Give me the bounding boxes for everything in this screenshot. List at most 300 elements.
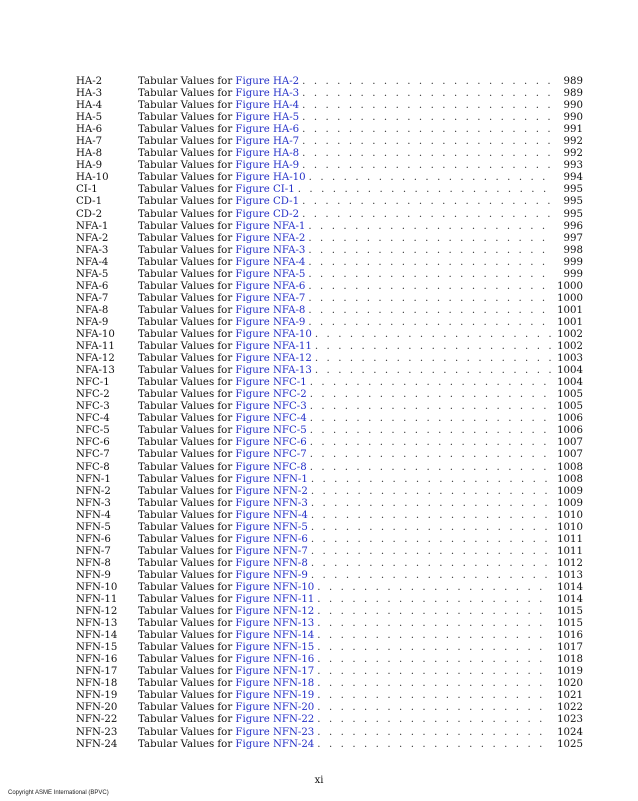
page-ref[interactable]: 1017 bbox=[557, 642, 583, 654]
toc-row bbox=[76, 666, 583, 678]
toc-row bbox=[76, 690, 583, 702]
dot-leader bbox=[310, 437, 551, 449]
figure-link[interactable] bbox=[235, 522, 307, 533]
entry-prefix: Tabular Values for bbox=[138, 172, 236, 184]
figure-code: NFN-18 bbox=[76, 678, 118, 690]
figure-link[interactable] bbox=[235, 389, 306, 400]
figure-link[interactable] bbox=[235, 727, 314, 738]
figure-ref: NFC-5 bbox=[272, 425, 307, 437]
dot-leader bbox=[317, 594, 551, 606]
figure-link[interactable] bbox=[235, 160, 299, 171]
entry-prefix: Tabular Values for bbox=[138, 304, 236, 316]
figure-word: Figure bbox=[235, 377, 270, 389]
page-ref[interactable]: 1003 bbox=[557, 353, 583, 365]
page-ref[interactable]: 989 bbox=[563, 76, 583, 87]
entry-prefix: Tabular Values for bbox=[138, 726, 236, 738]
page-ref[interactable]: 1002 bbox=[557, 328, 583, 340]
page-ref[interactable]: 1005 bbox=[557, 401, 583, 413]
figure-link[interactable] bbox=[235, 702, 314, 713]
dot-leader bbox=[317, 702, 551, 714]
entry-prefix: Tabular Values for bbox=[138, 425, 236, 437]
figure-code: NFA-4 bbox=[76, 256, 109, 268]
dot-leader bbox=[308, 269, 551, 281]
figure-ref: NFN-14 bbox=[272, 630, 315, 642]
figure-link[interactable] bbox=[235, 474, 307, 485]
figure-link[interactable] bbox=[235, 172, 305, 183]
figure-link[interactable] bbox=[235, 196, 299, 207]
dot-leader bbox=[311, 570, 551, 582]
figure-ref: NFC-7 bbox=[272, 449, 307, 461]
figure-link[interactable] bbox=[235, 606, 314, 617]
figure-ref: HA-7 bbox=[272, 136, 300, 148]
dot-leader bbox=[317, 714, 551, 726]
figure-code: NFN-9 bbox=[76, 569, 111, 581]
page-ref[interactable]: 995 bbox=[563, 208, 583, 220]
toc-row bbox=[76, 353, 583, 365]
figure-word: Figure bbox=[235, 642, 270, 654]
toc-entry-title bbox=[138, 257, 305, 269]
figure-code: CD-2 bbox=[76, 208, 103, 220]
figure-link[interactable] bbox=[235, 678, 314, 689]
figure-link[interactable] bbox=[235, 365, 311, 376]
figure-link[interactable] bbox=[235, 281, 305, 292]
page-ref[interactable]: 995 bbox=[563, 184, 583, 196]
figure-link[interactable] bbox=[235, 209, 299, 220]
dot-leader bbox=[315, 365, 551, 377]
figure-word: Figure bbox=[235, 509, 270, 521]
figure-word: Figure bbox=[235, 184, 270, 196]
page-ref[interactable]: 999 bbox=[563, 256, 583, 268]
figure-link[interactable] bbox=[235, 76, 299, 87]
page-ref[interactable]: 1023 bbox=[557, 714, 583, 726]
entry-prefix: Tabular Values for bbox=[138, 473, 236, 485]
toc-entry-title bbox=[138, 341, 312, 353]
page-ref[interactable]: 1004 bbox=[557, 377, 583, 389]
figure-link[interactable] bbox=[235, 245, 305, 256]
entry-prefix: Tabular Values for bbox=[138, 88, 236, 100]
toc-row bbox=[76, 570, 583, 582]
page-ref[interactable]: 992 bbox=[563, 148, 583, 160]
figure-word: Figure bbox=[235, 196, 270, 208]
toc-entry-title bbox=[138, 221, 305, 233]
toc-entry-title bbox=[138, 112, 299, 124]
toc-entry-title bbox=[138, 293, 305, 305]
figure-link[interactable] bbox=[235, 221, 305, 232]
entry-prefix: Tabular Values for bbox=[138, 521, 236, 533]
figure-ref: NFA-5 bbox=[272, 268, 306, 280]
figure-word: Figure bbox=[235, 413, 270, 425]
figure-code: NFC-3 bbox=[76, 401, 110, 413]
figure-ref: NFN-11 bbox=[272, 594, 315, 606]
toc-row bbox=[76, 329, 583, 341]
page-ref[interactable]: 1009 bbox=[557, 497, 583, 509]
page-ref[interactable]: 989 bbox=[563, 88, 583, 100]
figure-ref: NFN-24 bbox=[272, 738, 315, 750]
figure-word: Figure bbox=[235, 328, 270, 340]
toc-entry-title bbox=[138, 401, 307, 413]
figure-code: NFN-22 bbox=[76, 714, 118, 726]
figure-link[interactable] bbox=[235, 558, 307, 569]
figure-ref: HA-5 bbox=[272, 112, 300, 124]
toc-row bbox=[76, 317, 583, 329]
page-ref[interactable]: 995 bbox=[563, 196, 583, 208]
figure-link[interactable] bbox=[235, 233, 305, 244]
figure-link[interactable] bbox=[235, 353, 311, 364]
toc-entry-title bbox=[138, 88, 299, 100]
page-ref[interactable]: 1015 bbox=[557, 606, 583, 618]
figure-link[interactable] bbox=[235, 570, 307, 581]
toc-row bbox=[76, 269, 583, 281]
entry-prefix: Tabular Values for bbox=[138, 353, 236, 365]
figure-link[interactable] bbox=[235, 413, 306, 424]
figure-code: HA-9 bbox=[76, 160, 103, 172]
figure-word: Figure bbox=[235, 630, 270, 642]
entry-prefix: Tabular Values for bbox=[138, 738, 236, 750]
entry-prefix: Tabular Values for bbox=[138, 100, 236, 112]
figure-link[interactable] bbox=[235, 486, 307, 497]
figure-code: NFN-8 bbox=[76, 557, 111, 569]
figure-link[interactable] bbox=[235, 269, 305, 280]
page-ref[interactable]: 993 bbox=[563, 160, 583, 172]
figure-ref: NFN-10 bbox=[272, 581, 315, 593]
page-ref[interactable]: 1018 bbox=[557, 654, 583, 666]
copyright-notice: Copyright ASME International (BPVC) bbox=[8, 790, 109, 796]
entry-prefix: Tabular Values for bbox=[138, 714, 236, 726]
figure-link[interactable] bbox=[235, 690, 314, 701]
figure-link[interactable] bbox=[235, 305, 305, 316]
page-ref[interactable]: 994 bbox=[563, 172, 583, 184]
toc-entry-title bbox=[138, 100, 299, 112]
page-ref[interactable]: 1011 bbox=[557, 545, 583, 557]
toc-entry-title bbox=[138, 305, 305, 317]
page-ref[interactable]: 998 bbox=[563, 244, 583, 256]
dot-leader bbox=[302, 136, 551, 148]
dot-leader bbox=[302, 112, 551, 124]
entry-prefix: Tabular Values for bbox=[138, 630, 236, 642]
page-ref[interactable]: 997 bbox=[563, 232, 583, 244]
figure-link[interactable] bbox=[235, 257, 305, 268]
figure-link[interactable] bbox=[235, 594, 314, 605]
page-ref[interactable]: 1015 bbox=[557, 618, 583, 630]
page-ref[interactable]: 990 bbox=[563, 100, 583, 112]
figure-code: NFA-1 bbox=[76, 220, 109, 232]
figure-code: NFA-12 bbox=[76, 353, 115, 365]
toc-entry-title bbox=[138, 281, 305, 293]
page-ref[interactable]: 1009 bbox=[557, 485, 583, 497]
figure-ref: NFN-4 bbox=[272, 509, 308, 521]
figure-link[interactable] bbox=[235, 317, 305, 328]
toc-entry-title bbox=[138, 377, 307, 389]
figure-link[interactable] bbox=[235, 546, 307, 557]
entry-prefix: Tabular Values for bbox=[138, 365, 236, 377]
page-ref[interactable]: 1019 bbox=[557, 666, 583, 678]
page-ref[interactable]: 1008 bbox=[557, 461, 583, 473]
entry-prefix: Tabular Values for bbox=[138, 485, 236, 497]
figure-link[interactable] bbox=[235, 124, 299, 135]
figure-ref: HA-3 bbox=[272, 88, 300, 100]
figure-link[interactable] bbox=[235, 148, 299, 159]
page-ref[interactable]: 1000 bbox=[557, 280, 583, 292]
toc-row bbox=[76, 209, 583, 221]
figure-word: Figure bbox=[235, 545, 270, 557]
entry-prefix: Tabular Values for bbox=[138, 256, 236, 268]
toc-entry-title bbox=[138, 522, 308, 534]
toc-row bbox=[76, 534, 583, 546]
dot-leader bbox=[311, 498, 551, 510]
page-ref[interactable]: 1007 bbox=[557, 449, 583, 461]
figure-word: Figure bbox=[235, 533, 270, 545]
entry-prefix: Tabular Values for bbox=[138, 268, 236, 280]
page-ref[interactable]: 990 bbox=[563, 112, 583, 124]
figure-ref: HA-2 bbox=[272, 76, 300, 87]
figure-link[interactable] bbox=[235, 341, 311, 352]
figure-code: NFN-6 bbox=[76, 533, 111, 545]
page-ref[interactable]: 1011 bbox=[557, 533, 583, 545]
page-ref[interactable]: 1000 bbox=[557, 292, 583, 304]
figure-word: Figure bbox=[235, 148, 270, 160]
figure-link[interactable] bbox=[235, 100, 299, 111]
figure-link[interactable] bbox=[235, 401, 306, 412]
figure-word: Figure bbox=[235, 666, 270, 678]
figure-link[interactable] bbox=[235, 618, 314, 629]
figure-link[interactable] bbox=[235, 437, 306, 448]
figure-code: NFA-13 bbox=[76, 365, 115, 377]
figure-word: Figure bbox=[235, 557, 270, 569]
page-ref[interactable]: 1013 bbox=[557, 569, 583, 581]
figure-ref: NFC-2 bbox=[272, 389, 307, 401]
dot-leader bbox=[308, 245, 551, 257]
page-ref[interactable]: 992 bbox=[563, 136, 583, 148]
figure-word: Figure bbox=[235, 654, 270, 666]
page-ref[interactable]: 1006 bbox=[557, 425, 583, 437]
toc-row bbox=[76, 474, 583, 486]
page-ref[interactable]: 991 bbox=[563, 124, 583, 136]
toc-row bbox=[76, 462, 583, 474]
dot-leader bbox=[315, 353, 551, 365]
figure-code: NFA-2 bbox=[76, 232, 109, 244]
toc-entry-title bbox=[138, 365, 312, 377]
page-ref[interactable]: 1001 bbox=[557, 316, 583, 328]
figure-ref: NFC-4 bbox=[272, 413, 307, 425]
figure-link[interactable] bbox=[235, 498, 307, 509]
figure-ref: HA-8 bbox=[272, 148, 300, 160]
dot-leader bbox=[310, 377, 551, 389]
page-ref[interactable]: 999 bbox=[563, 268, 583, 280]
figure-link[interactable] bbox=[235, 534, 307, 545]
figure-link[interactable] bbox=[235, 184, 294, 195]
toc-row bbox=[76, 425, 583, 437]
toc-row bbox=[76, 510, 583, 522]
figure-word: Figure bbox=[235, 232, 270, 244]
page-ref[interactable]: 1024 bbox=[557, 726, 583, 738]
toc-entry-title bbox=[138, 148, 299, 160]
dot-leader bbox=[310, 401, 551, 413]
entry-prefix: Tabular Values for bbox=[138, 594, 236, 606]
toc-entry-title bbox=[138, 618, 314, 630]
page-ref[interactable]: 1014 bbox=[557, 581, 583, 593]
figure-link[interactable] bbox=[235, 582, 314, 593]
figure-link[interactable] bbox=[235, 630, 314, 641]
figure-word: Figure bbox=[235, 702, 270, 714]
figure-code: HA-2 bbox=[76, 76, 103, 87]
dot-leader bbox=[298, 184, 551, 196]
figure-link[interactable] bbox=[235, 642, 314, 653]
entry-prefix: Tabular Values for bbox=[138, 124, 236, 136]
entry-prefix: Tabular Values for bbox=[138, 76, 236, 87]
dot-leader bbox=[315, 329, 551, 341]
figure-link[interactable] bbox=[235, 449, 306, 460]
figure-ref: NFN-8 bbox=[272, 557, 308, 569]
toc-entry-title bbox=[138, 76, 299, 88]
dot-leader bbox=[310, 462, 551, 474]
figure-word: Figure bbox=[235, 690, 270, 702]
figure-code: HA-4 bbox=[76, 100, 103, 112]
page-ref[interactable]: 1020 bbox=[557, 678, 583, 690]
page-ref[interactable]: 1004 bbox=[557, 365, 583, 377]
entry-prefix: Tabular Values for bbox=[138, 449, 236, 461]
dot-leader bbox=[308, 317, 551, 329]
toc-entry-title bbox=[138, 606, 314, 618]
toc-row bbox=[76, 582, 583, 594]
page-ref[interactable]: 1002 bbox=[557, 341, 583, 353]
entry-prefix: Tabular Values for bbox=[138, 341, 236, 353]
figure-link[interactable] bbox=[235, 510, 307, 521]
dot-leader bbox=[302, 100, 551, 112]
toc-entry-title bbox=[138, 209, 299, 221]
figure-word: Figure bbox=[235, 581, 270, 593]
dot-leader bbox=[302, 88, 551, 100]
figure-link[interactable] bbox=[235, 666, 314, 677]
dot-leader bbox=[317, 642, 551, 654]
page-ref[interactable]: 1014 bbox=[557, 594, 583, 606]
toc-entry-title bbox=[138, 437, 307, 449]
dot-leader bbox=[317, 630, 551, 642]
toc-entry-title bbox=[138, 702, 314, 714]
figure-code: HA-5 bbox=[76, 112, 103, 124]
figure-link[interactable] bbox=[235, 293, 305, 304]
dot-leader bbox=[311, 546, 551, 558]
figure-ref: NFC-3 bbox=[272, 401, 307, 413]
dot-leader bbox=[317, 606, 551, 618]
dot-leader bbox=[311, 486, 551, 498]
dot-leader bbox=[317, 582, 551, 594]
entry-prefix: Tabular Values for bbox=[138, 136, 236, 148]
figure-link[interactable] bbox=[235, 329, 311, 340]
entry-prefix: Tabular Values for bbox=[138, 533, 236, 545]
toc-row bbox=[76, 630, 583, 642]
figure-code: NFC-5 bbox=[76, 425, 110, 437]
toc-row bbox=[76, 389, 583, 401]
figure-code: NFN-17 bbox=[76, 666, 118, 678]
page-ref[interactable]: 1025 bbox=[557, 738, 583, 750]
figure-code: NFA-7 bbox=[76, 292, 109, 304]
toc-row bbox=[76, 184, 583, 196]
figure-code: NFN-19 bbox=[76, 690, 118, 702]
figure-code: CD-1 bbox=[76, 196, 103, 208]
page-ref[interactable]: 1007 bbox=[557, 437, 583, 449]
figure-link[interactable] bbox=[235, 112, 299, 123]
toc-row bbox=[76, 221, 583, 233]
figure-code: NFN-5 bbox=[76, 521, 111, 533]
entry-prefix: Tabular Values for bbox=[138, 642, 236, 654]
toc-row bbox=[76, 76, 583, 88]
toc-row bbox=[76, 739, 583, 751]
toc-row bbox=[76, 112, 583, 124]
figure-ref: CD-1 bbox=[272, 196, 300, 208]
figure-link[interactable] bbox=[235, 739, 314, 750]
toc-row bbox=[76, 377, 583, 389]
dot-leader bbox=[308, 257, 551, 269]
page-ref[interactable]: 1010 bbox=[557, 521, 583, 533]
figure-code: NFA-10 bbox=[76, 328, 115, 340]
toc-row bbox=[76, 281, 583, 293]
page-ref[interactable]: 1022 bbox=[557, 702, 583, 714]
toc-row bbox=[76, 136, 583, 148]
figure-word: Figure bbox=[235, 100, 270, 112]
entry-prefix: Tabular Values for bbox=[138, 244, 236, 256]
page-ref[interactable]: 1008 bbox=[557, 473, 583, 485]
figure-code: NFC-4 bbox=[76, 413, 110, 425]
page-ref[interactable]: 1010 bbox=[557, 509, 583, 521]
entry-prefix: Tabular Values for bbox=[138, 678, 236, 690]
figure-link[interactable] bbox=[235, 462, 306, 473]
figure-word: Figure bbox=[235, 172, 270, 184]
entry-prefix: Tabular Values for bbox=[138, 557, 236, 569]
figure-link[interactable] bbox=[235, 714, 314, 725]
figure-link[interactable] bbox=[235, 425, 306, 436]
figure-ref: NFN-3 bbox=[272, 497, 308, 509]
page-ref[interactable]: 1012 bbox=[557, 557, 583, 569]
figure-ref: NFA-11 bbox=[272, 341, 312, 353]
page-ref[interactable]: 1005 bbox=[557, 389, 583, 401]
page-ref[interactable]: 1006 bbox=[557, 413, 583, 425]
toc-row bbox=[76, 172, 583, 184]
dot-leader bbox=[311, 522, 551, 534]
entry-prefix: Tabular Values for bbox=[138, 401, 236, 413]
dot-leader bbox=[309, 172, 551, 184]
toc-entry-title bbox=[138, 196, 299, 208]
page-ref[interactable]: 1021 bbox=[557, 690, 583, 702]
toc-entry-title bbox=[138, 654, 314, 666]
figure-link[interactable] bbox=[235, 377, 306, 388]
dot-leader bbox=[317, 618, 551, 630]
toc-entry-title bbox=[138, 486, 308, 498]
figure-link[interactable] bbox=[235, 88, 299, 99]
figure-word: Figure bbox=[235, 678, 270, 690]
dot-leader bbox=[302, 196, 551, 208]
figure-word: Figure bbox=[235, 268, 270, 280]
toc-row bbox=[76, 654, 583, 666]
page-ref[interactable]: 996 bbox=[563, 220, 583, 232]
figure-word: Figure bbox=[235, 304, 270, 316]
page-ref[interactable]: 1016 bbox=[557, 630, 583, 642]
figure-link[interactable] bbox=[235, 136, 299, 147]
toc-row bbox=[76, 124, 583, 136]
entry-prefix: Tabular Values for bbox=[138, 581, 236, 593]
figure-ref: NFA-9 bbox=[272, 316, 306, 328]
toc-entry-title bbox=[138, 413, 307, 425]
toc-row bbox=[76, 148, 583, 160]
toc-entry-title bbox=[138, 172, 306, 184]
page-ref[interactable]: 1001 bbox=[557, 304, 583, 316]
figure-word: Figure bbox=[235, 497, 270, 509]
figure-ref: NFN-7 bbox=[272, 545, 308, 557]
figure-ref: NFC-6 bbox=[272, 437, 307, 449]
figure-code: NFN-20 bbox=[76, 702, 118, 714]
figure-link[interactable] bbox=[235, 654, 314, 665]
toc-entry-title bbox=[138, 269, 305, 281]
dot-leader bbox=[317, 666, 551, 678]
